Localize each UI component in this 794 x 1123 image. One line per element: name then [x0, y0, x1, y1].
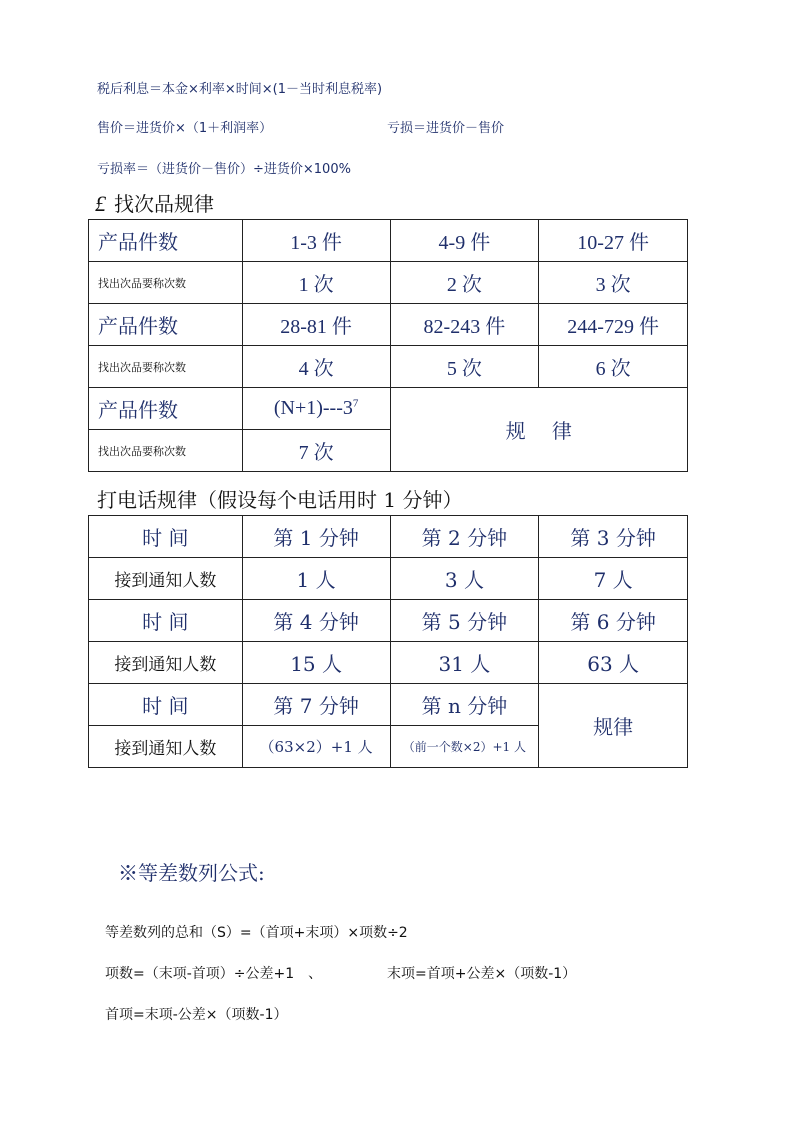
table-row: [89, 684, 688, 726]
table-cell: 第 3 分钟: [539, 516, 688, 558]
formula-after-tax-interest: 税后利息＝本金×利率×时间×(1－当时利息税率): [97, 82, 383, 97]
table-row: [89, 558, 688, 600]
formula-loss: 亏损＝进货价－售价: [387, 121, 505, 136]
table-cell: [242, 388, 390, 430]
table-cell: 3 次: [539, 262, 688, 304]
table-cell: 5 次: [390, 346, 539, 388]
formula-arithmetic-sum: 等差数列的总和（S）=（首项+末项）×项数÷2: [105, 925, 408, 941]
table-cell: 第 5 分钟: [390, 600, 539, 642]
table-cell: 4 次: [242, 346, 390, 388]
table-cell: 4-9 件: [390, 220, 539, 262]
table-cell: 1 人: [242, 558, 390, 600]
rule-cell: 规律: [539, 684, 688, 768]
table-cell: 31 人: [390, 642, 539, 684]
formula-last-term: 末项=首项+公差×（项数-1）: [387, 966, 577, 982]
table-cell: 1 次: [242, 262, 390, 304]
table-cell: 第 6 分钟: [539, 600, 688, 642]
table-row: [89, 304, 688, 346]
table-cell: 6 次: [539, 346, 688, 388]
table-cell: 3 人: [390, 558, 539, 600]
table-cell: 第 n 分钟: [390, 684, 539, 726]
row-label: 找出次品要称次数: [89, 430, 243, 472]
defective-rule-table: [88, 219, 688, 472]
table-cell: 第 2 分钟: [390, 516, 539, 558]
formula-term-count: 项数=（末项-首项）÷公差+1 、: [105, 966, 323, 982]
row-label: 产品件数: [89, 220, 243, 262]
formula-base: (N+1)---3: [273, 397, 353, 419]
table-cell: 2 次: [390, 262, 539, 304]
table-row: [89, 388, 688, 430]
formula-loss-rate: 亏损率＝（进货价－售价）÷进货价×100%: [97, 162, 351, 177]
table-row: [89, 642, 688, 684]
table-cell: 1-3 件: [242, 220, 390, 262]
row-label: 找出次品要称次数: [89, 262, 243, 304]
table-cell: 第 7 分钟: [242, 684, 390, 726]
rule-cell: 规 律: [390, 388, 688, 472]
table-cell: 第 4 分钟: [242, 600, 390, 642]
table-cell: 15 人: [242, 642, 390, 684]
phone-rule-table: [88, 515, 688, 768]
table-cell: 82-243 件: [390, 304, 539, 346]
table-cell: （前一个数×2）+1 人: [390, 726, 539, 768]
table-cell: 28-81 件: [242, 304, 390, 346]
formula-first-term: 首项=末项-公差×（项数-1）: [105, 1007, 288, 1023]
row-label: 找出次品要称次数: [89, 346, 243, 388]
section2-title: 打电话规律（假设每个电话用时 1 分钟）: [97, 488, 463, 512]
table-cell: 10-27 件: [539, 220, 688, 262]
table-cell: 63 人: [539, 642, 688, 684]
table-row: [89, 220, 688, 262]
table-cell: 7 次: [242, 430, 390, 472]
row-label: 时 间: [89, 600, 243, 642]
row-label: 产品件数: [89, 388, 243, 430]
table-cell: 第 1 分钟: [242, 516, 390, 558]
row-label: 接到通知人数: [89, 558, 243, 600]
pound-icon: £: [95, 191, 106, 216]
section1-heading: [95, 188, 214, 217]
table-cell: 7 人: [539, 558, 688, 600]
table-cell: （63×2）+1 人: [242, 726, 390, 768]
table-row: [89, 516, 688, 558]
table-row: [89, 346, 688, 388]
formula-exponent: 7: [352, 397, 359, 410]
row-label: 接到通知人数: [89, 642, 243, 684]
row-label: 产品件数: [89, 304, 243, 346]
formula-selling-price: 售价＝进货价×（1＋利润率）: [97, 121, 273, 136]
table-row: [89, 600, 688, 642]
section1-title: 找次品规律: [114, 192, 214, 216]
section3-title: ※等差数列公式:: [118, 861, 265, 885]
row-label: 接到通知人数: [89, 726, 243, 768]
row-label: 时 间: [89, 516, 243, 558]
table-row: [89, 262, 688, 304]
row-label: 时 间: [89, 684, 243, 726]
table-cell: 244-729 件: [539, 304, 688, 346]
